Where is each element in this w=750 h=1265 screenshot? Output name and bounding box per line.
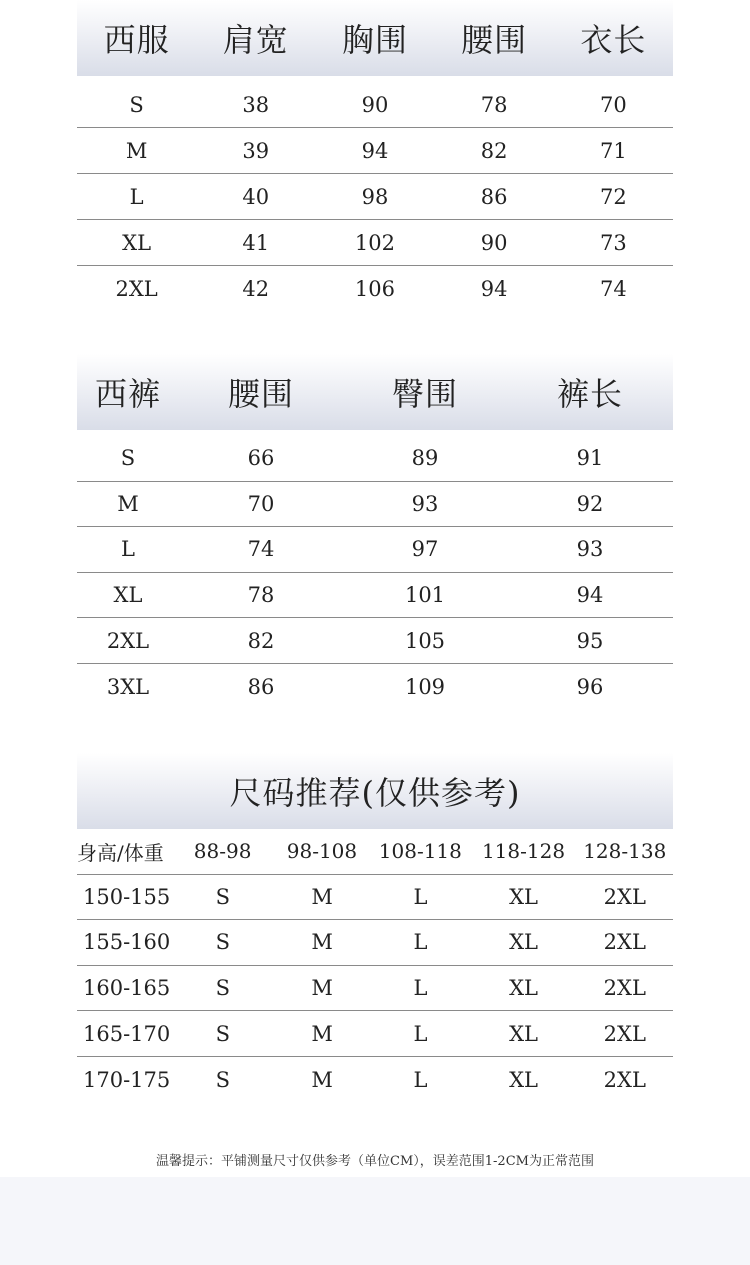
table-cell: 93	[576, 537, 604, 562]
table-cell: 160-165	[83, 976, 171, 1001]
table-cell: 94	[576, 583, 604, 608]
table-cell: 91	[576, 446, 604, 471]
table-cell: 170-175	[83, 1067, 171, 1092]
table-cell: L	[413, 976, 428, 1001]
table-cell: XL	[509, 884, 539, 909]
table-row	[77, 436, 673, 482]
table-cell: 102	[354, 230, 396, 255]
table-cell: 71	[599, 138, 627, 163]
table-cell: XL	[509, 1067, 539, 1092]
table-row	[77, 266, 673, 312]
suit-header-cell: 胸围	[341, 21, 408, 59]
table-cell: 82	[247, 628, 275, 653]
table-row	[77, 618, 673, 664]
suit-header-cell: 西服	[103, 21, 170, 59]
table-row	[77, 527, 673, 573]
table-row	[77, 82, 673, 128]
table-cell: M	[125, 138, 148, 163]
table-cell: XL	[509, 976, 539, 1001]
recommend-table-title: 尺码推荐(仅供参考)	[229, 774, 521, 812]
suit-table-body	[77, 76, 673, 312]
table-cell: L	[413, 884, 428, 909]
table-cell: S	[215, 1067, 230, 1092]
table-cell: L	[121, 537, 135, 562]
table-cell: 90	[480, 230, 508, 255]
table-cell: 42	[242, 277, 270, 301]
pants-header-cell: 臀围	[391, 375, 458, 413]
table-cell: 40	[242, 184, 270, 209]
suit-table-header	[77, 0, 673, 76]
table-cell: 89	[411, 446, 439, 471]
table-cell: L	[413, 930, 428, 955]
table-row	[77, 920, 673, 966]
table-cell: S	[215, 976, 230, 1001]
table-cell: 2XL	[115, 277, 158, 301]
table-cell: 150-155	[83, 884, 171, 909]
table-cell: 74	[247, 537, 275, 562]
table-cell: 86	[247, 674, 275, 699]
table-cell: 73	[599, 230, 627, 255]
table-cell: 96	[576, 674, 604, 699]
table-cell: 38	[242, 92, 270, 117]
table-row	[77, 220, 673, 266]
table-cell: 93	[411, 491, 439, 516]
table-cell: 155-160	[83, 930, 171, 955]
table-row	[77, 482, 673, 528]
table-cell: 2XL	[603, 1021, 646, 1046]
pants-table-header	[77, 354, 673, 430]
table-cell: 41	[242, 230, 270, 255]
recommend-header-cell: 身高/体重	[77, 840, 164, 865]
table-cell: XL	[509, 1021, 539, 1046]
table-cell: 78	[247, 583, 275, 608]
pants-size-table	[77, 354, 673, 710]
table-cell: 2XL	[603, 976, 646, 1001]
table-cell: 101	[404, 583, 446, 608]
table-cell: M	[311, 1067, 333, 1092]
table-cell: XL	[509, 930, 539, 955]
table-cell: S	[215, 930, 230, 955]
table-cell: S	[120, 446, 136, 471]
table-cell: L	[413, 1067, 428, 1092]
footer-band	[0, 1177, 750, 1265]
recommend-header-cell: 108-118	[378, 839, 462, 864]
table-cell: 78	[480, 92, 508, 117]
table-cell: 70	[599, 92, 627, 117]
table-cell: 2XL	[603, 930, 646, 955]
table-row	[77, 1057, 673, 1103]
table-cell: 82	[480, 138, 508, 163]
table-cell: 74	[599, 277, 627, 301]
table-row	[77, 174, 673, 220]
table-cell: 72	[599, 184, 627, 209]
pants-header-cell: 裤长	[556, 375, 623, 413]
table-cell: 94	[361, 138, 389, 163]
pants-header-cell: 西裤	[94, 375, 161, 413]
table-row	[77, 875, 673, 921]
table-cell: 109	[404, 674, 446, 699]
table-cell: 165-170	[83, 1021, 171, 1046]
table-cell: 2XL	[106, 628, 150, 653]
table-row	[77, 966, 673, 1012]
table-cell: S	[129, 92, 144, 117]
table-cell: S	[215, 884, 230, 909]
recommend-header-cell: 88-98	[193, 839, 252, 864]
table-cell: 92	[576, 491, 604, 516]
table-cell: 97	[411, 537, 439, 562]
size-recommend-table	[77, 753, 673, 1103]
pants-header-cell: 腰围	[227, 375, 294, 413]
suit-header-cell: 腰围	[461, 21, 528, 59]
suit-size-table	[77, 0, 673, 312]
table-cell: 95	[576, 628, 604, 653]
pants-table-body	[77, 430, 673, 710]
measurement-note: 温馨提示：平铺测量尺寸仅供参考（单位CM），误差范围1-2CM为正常范围	[156, 1154, 594, 1169]
table-cell: XL	[122, 230, 152, 255]
table-cell: 106	[354, 277, 396, 301]
recommend-table-title-bar	[77, 753, 673, 829]
table-cell: 105	[404, 628, 446, 653]
table-row	[77, 664, 673, 710]
table-cell: M	[311, 884, 333, 909]
recommend-header-cell: 98-108	[286, 839, 358, 864]
table-cell: M	[311, 976, 333, 1001]
recommend-header-cell: 128-138	[583, 839, 667, 864]
recommend-header-row	[77, 829, 673, 875]
table-cell: XL	[113, 583, 143, 608]
suit-header-cell: 衣长	[580, 21, 647, 59]
table-cell: S	[215, 1021, 230, 1046]
table-row	[77, 128, 673, 174]
table-cell: M	[117, 491, 139, 516]
table-cell: L	[129, 184, 144, 209]
table-cell: M	[311, 1021, 333, 1046]
table-row	[77, 573, 673, 619]
table-cell: 2XL	[603, 1067, 646, 1092]
table-cell: 2XL	[603, 884, 646, 909]
recommend-header-cell: 118-128	[481, 839, 566, 864]
suit-header-cell: 肩宽	[222, 21, 289, 59]
table-cell: 3XL	[106, 674, 150, 699]
table-cell: 39	[242, 138, 270, 163]
table-cell: 86	[480, 184, 508, 209]
table-cell: L	[413, 1021, 428, 1046]
table-cell: 70	[247, 491, 275, 516]
table-cell: 90	[361, 92, 389, 117]
table-cell: M	[311, 930, 333, 955]
table-cell: 94	[480, 277, 508, 301]
table-cell: 66	[247, 446, 275, 471]
table-row	[77, 1011, 673, 1057]
table-cell: 98	[361, 184, 389, 209]
